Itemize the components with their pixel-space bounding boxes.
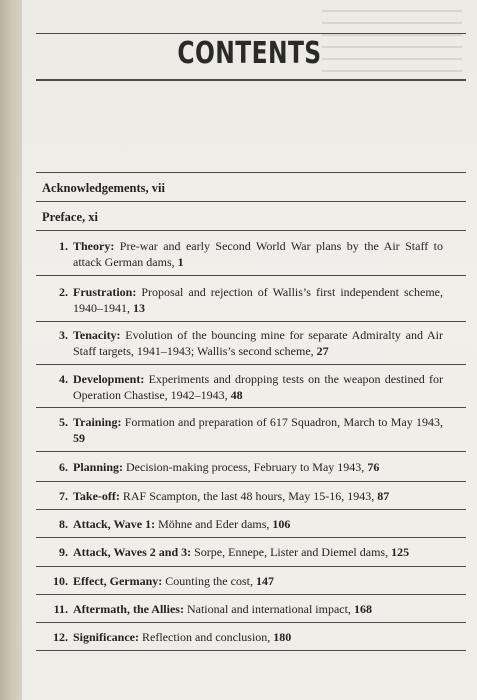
page-title: CONTENTS [177, 36, 322, 71]
chapter-number: 6. [59, 460, 68, 474]
chapter-page: 106 [272, 517, 291, 531]
divider [36, 537, 466, 538]
divider [36, 407, 466, 408]
chapter-description: Pre-war and early Second World War plans by the Air Staff to attack German dams, [73, 239, 443, 269]
chapter-description: Experiments and dropping tests on the weapon destined for Operation Chastise, 1942–1943, [73, 372, 443, 402]
chapter-page: 125 [391, 545, 410, 559]
chapter-heading: Training: [73, 415, 122, 429]
chapter-heading: Tenacity: [73, 328, 121, 342]
toc-entry-10 [42, 573, 460, 589]
chapter-page: 76 [367, 460, 380, 474]
chapter-number: 10. [53, 574, 68, 588]
chapter-page: 27 [316, 344, 329, 358]
chapter-number: 4. [59, 372, 68, 386]
chapter-number: 11. [53, 602, 68, 616]
divider [36, 201, 466, 202]
toc-entry-7 [42, 488, 460, 504]
divider [36, 230, 466, 231]
chapter-number: 8. [59, 517, 68, 531]
chapter-number: 2. [59, 285, 68, 299]
toc-entry-1 [42, 238, 460, 270]
chapter-description: Evolution of the bouncing mine for separate Admiralty and Air Staff targets, 1941–1943; Wallis’s second scheme, [73, 328, 443, 358]
toc-entry-12 [42, 629, 460, 645]
book-page [22, 0, 477, 700]
chapter-page: 48 [230, 388, 243, 402]
chapter-description: Formation and preparation of 617 Squadron, March to May 1943, [124, 415, 443, 429]
chapter-number: 9. [59, 545, 68, 559]
divider [36, 481, 466, 482]
chapter-description: Möhne and Eder dams, [158, 517, 270, 531]
divider [36, 566, 466, 567]
toc-entry-3 [42, 327, 460, 359]
chapter-page: 59 [73, 431, 85, 445]
chapter-heading: Effect, Germany: [73, 574, 163, 588]
toc-entry-11 [42, 601, 460, 617]
chapter-description: National and international impact, [186, 602, 351, 616]
title-bottom-rule [36, 79, 466, 81]
chapter-description: Proposal and rejection of Wallis’s first independent scheme, 1940–1941, [73, 285, 443, 315]
toc-entry-6 [42, 459, 460, 475]
chapter-description: Decision-making process, February to May 1943, [126, 460, 365, 474]
chapter-page: 13 [133, 301, 145, 315]
divider [36, 275, 466, 276]
divider [36, 321, 466, 322]
divider [36, 509, 466, 510]
chapter-heading: Aftermath, the Allies: [73, 602, 184, 616]
chapter-description: Reflection and conclusion, [142, 630, 271, 644]
chapter-heading: Development: [73, 372, 145, 386]
divider [36, 622, 466, 623]
chapter-heading: Take-off: [73, 489, 120, 503]
toc-entry-2 [42, 284, 460, 316]
chapter-description: RAF Scampton, the last 48 hours, May 15-16, 1943, [122, 489, 375, 503]
chapter-page: 1 [177, 255, 184, 269]
toc-entry-9 [42, 544, 460, 560]
chapter-page: 147 [255, 574, 274, 588]
chapter-number: 1. [59, 239, 68, 253]
chapter-page: 87 [377, 489, 390, 503]
chapter-number: 3. [59, 328, 68, 342]
toc-entry-8 [42, 516, 460, 532]
chapter-heading: Attack, Waves 2 and 3: [73, 545, 192, 559]
chapter-heading: Planning: [73, 460, 124, 474]
chapter-heading: Significance: [73, 630, 139, 644]
toc-entry-5 [42, 414, 460, 446]
toc-entry-4 [42, 371, 460, 403]
chapter-description: Sorpe, Ennepe, Lister and Diemel dams, [194, 545, 389, 559]
chapter-heading: Frustration: [73, 285, 137, 299]
title-top-rule [36, 33, 466, 34]
chapter-description: Counting the cost, [165, 574, 253, 588]
toc-front-matter-acknowledgements: Acknowledgements, vii [42, 181, 165, 195]
divider [36, 650, 466, 651]
chapter-number: 7. [59, 489, 68, 503]
facing-page-edge [0, 0, 22, 700]
divider [36, 451, 466, 452]
chapter-number: 5. [59, 415, 68, 429]
chapter-heading: Attack, Wave 1: [73, 517, 156, 531]
divider [36, 172, 466, 173]
divider [36, 364, 466, 365]
chapter-number: 12. [53, 630, 68, 644]
toc-front-matter-preface: Preface, xi [42, 210, 98, 224]
chapter-page: 180 [273, 630, 292, 644]
divider [36, 594, 466, 595]
chapter-heading: Theory: [73, 239, 115, 253]
chapter-page: 168 [353, 602, 372, 616]
